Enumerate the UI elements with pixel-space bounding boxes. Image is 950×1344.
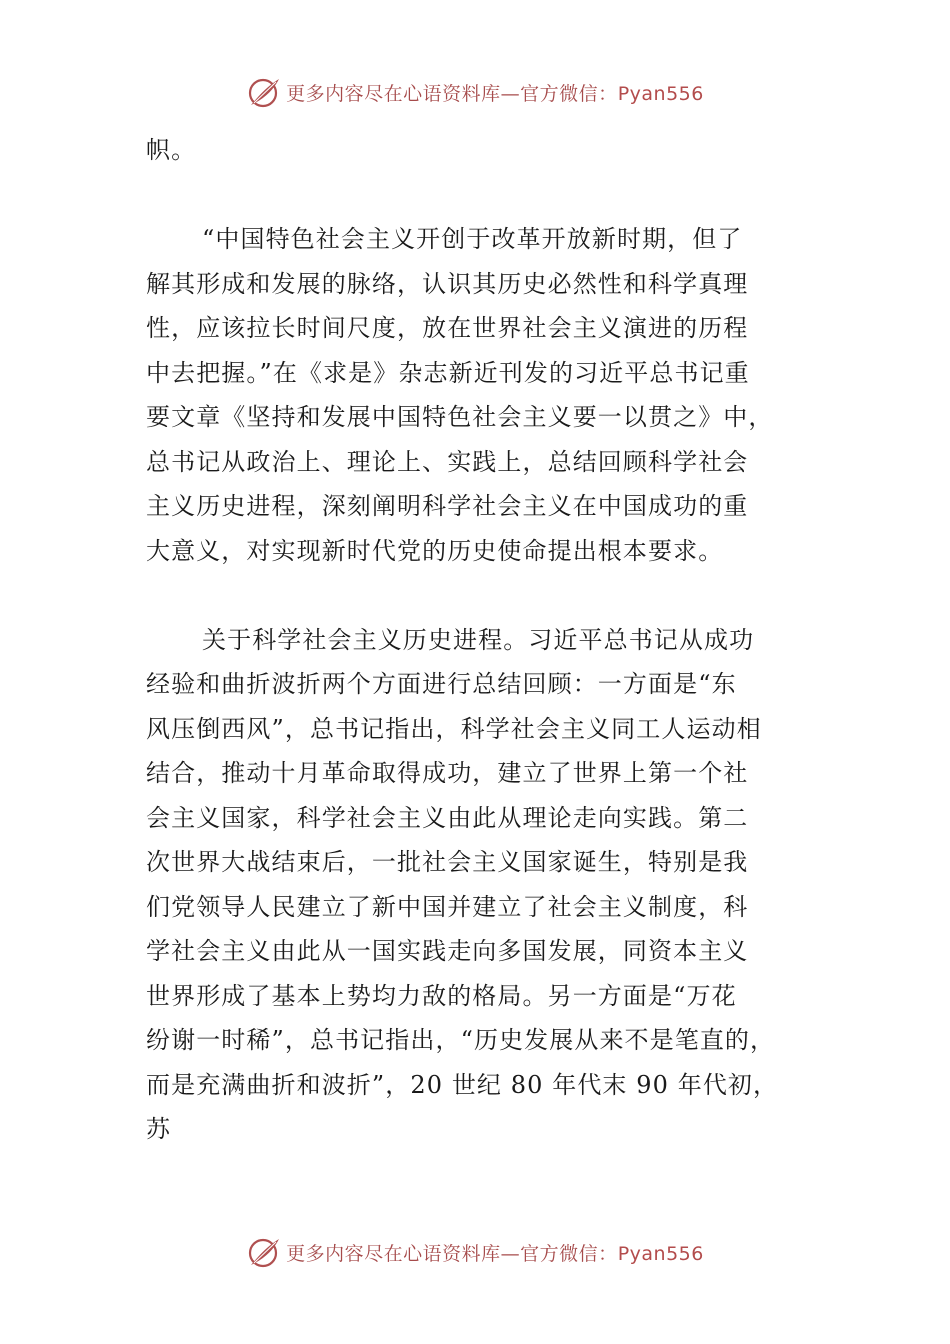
footer-banner [0,1232,950,1272]
text-line: 苏 [146,1115,172,1143]
text-line: 而是充满曲折和波折”，20 世纪 80 年代末 90 年代初， [146,1070,779,1099]
text-line: 纷谢一时稀”，总书记指出，“历史发展从来不是笔直的， [146,1026,776,1054]
text-line: 性，应该拉长时间尺度，放在世界社会主义演进的历程 [146,314,749,342]
header-wechat-id: Pyan556 [617,82,704,105]
text-line: 学社会主义由此从一国实践走向多国发展，同资本主义 [146,937,749,965]
footer-wechat-id: Pyan556 [617,1242,704,1265]
text-line: 大意义，对实现新时代党的历史使命提出根本要求。 [146,536,724,565]
feather-quill-logo-icon [246,1235,282,1269]
feather-quill-logo-icon [246,75,282,109]
header-banner [0,72,950,112]
text-line: 们党领导人民建立了新中国并建立了社会主义制度，科 [146,892,749,921]
header-banner-text: 更多内容尽在心语资料库—官方微信：Pyan556 [286,82,704,105]
text-line: 主义历史进程，深刻阐明科学社会主义在中国成功的重 [146,492,749,520]
text-line: 帜。 [146,136,197,164]
paragraph-1 [146,217,806,573]
text-line: 结合，推动十月革命取得成功，建立了世界上第一个社 [146,759,749,787]
paragraph-continuation [146,128,806,173]
paragraph-2 [146,618,806,1152]
text-line: 会主义国家，科学社会主义由此从理论走向实践。第二 [146,803,749,832]
text-line: 世界形成了基本上势均力敌的格局。另一方面是“万花 [146,981,737,1010]
text-line: 次世界大战结束后，一批社会主义国家诞生，特别是我 [146,848,749,876]
text-line: 关于科学社会主义历史进程。习近平总书记从成功 [202,625,755,654]
document-body [146,128,806,1152]
text-line: 经验和曲折波折两个方面进行总结回顾：一方面是“东 [146,670,737,698]
text-line: 要文章《坚持和发展中国特色社会主义要一以贯之》中， [146,403,774,431]
footer-banner-text: 更多内容尽在心语资料库—官方微信：Pyan556 [286,1242,704,1265]
text-line: 风压倒西风”，总书记指出，科学社会主义同工人运动相 [146,714,762,743]
text-line: 总书记从政治上、理论上、实践上，总结回顾科学社会 [146,447,749,476]
text-line: 解其形成和发展的脉络，认识其历史必然性和科学真理 [146,269,749,298]
text-line: “中国特色社会主义开创于改革开放新时期，但了 [202,225,743,253]
text-line: 中去把握。”在《求是》杂志新近刊发的习近平总书记重 [146,358,750,387]
